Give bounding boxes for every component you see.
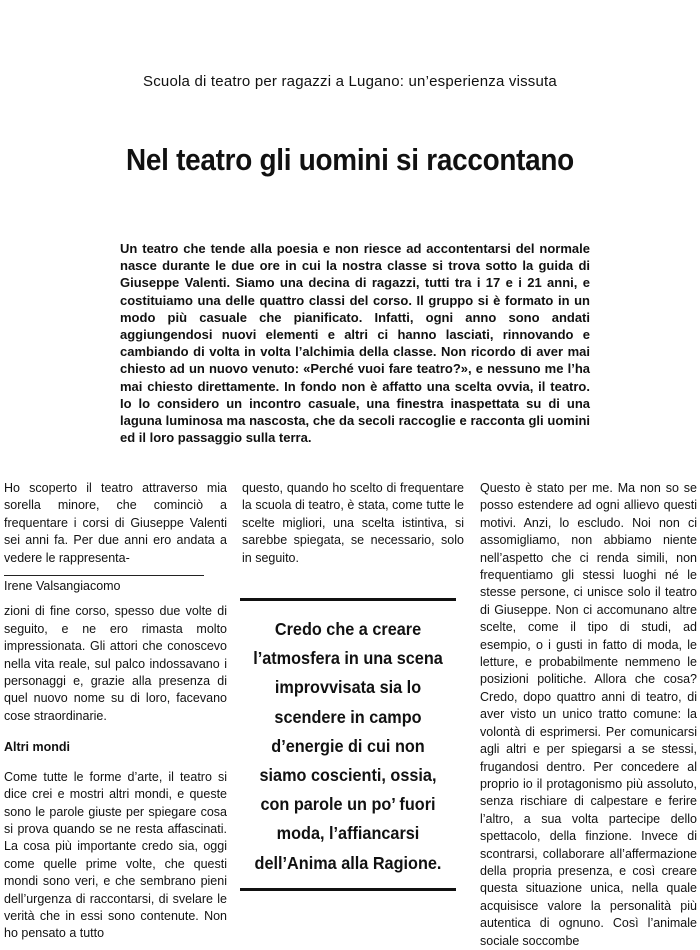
author-byline: Irene Valsangiacomo [4, 575, 204, 595]
col1-paragraph-2: zioni di fine corso, spesso due volte di seguito, e ne ero rimasta molto impressionata. Gli attori che conoscevo nella vita reale, sul palco indossavano i personaggi e, grazie alla presenza di quel nuovo nome su di loro, facevano cose straordinarie. [4, 604, 227, 723]
pull-quote-bottom-rule [240, 888, 456, 891]
pull-quote: Credo che a creare l’atmosfera in una scena improvvisata sia lo scendere in campo d’energie di cui non siamo coscienti, ossia, con parole un po’ fuori moda, l’affiancarsi dell’Anima alla Ragione. [253, 619, 443, 873]
column-1 [4, 480, 227, 943]
col3-paragraph-1: Questo è stato per me. Ma non so se posso estendere ad ogni allievo questi motivi. Anzi, lo escludo. Noi non ci assomigliamo, non abbiamo niente nell’aspetto che ci renda simili, non frequentiamo gli stessi luoghi né le stesse persone, ci unisce solo il teatro di Giuseppe. Non ci accomunano altre scelte, come il tipo di studi, ad esempio, o i gusti in fatto di moda, le letture, e probabilmente nemmeno le posizioni politiche. Allora che cosa? Credo, dopo quattro anni di teatro, di aver visto un unico tratto comune: la volontà di esprimersi. Per comunicarsi agli altri e per spiegarsi a se stessi, frugandosi dentro. Per concedere al proprio io il protagonismo più assoluto, senza rischiare di calpestare e ferire l’altro, a sua volta partecipe dello spettacolo, della finzione. Invece di scontrarsi, collaborare all’affermazione della propria presenza, e così creare questa situazione unica, nella quale acquisisce valore la personalità più autentica di ognuno. Così l’animale sociale soccombe [480, 481, 697, 948]
pull-quote-box [240, 598, 456, 891]
kicker: Scuola di teatro per ragazzi a Lugano: un’esperienza vissuta [143, 73, 557, 90]
lead-paragraph: Un teatro che tende alla poesia e non riesce ad accontentarsi del normale nasce durante le due ore in cui la nostra classe si trova sotto la guida di Giuseppe Valenti. Siamo una decina di ragazzi, tutti tra i 17 e i 21 anni, e costituiamo una delle quattro classi del corso. Il gruppo si è formato in un modo più casuale che pianificato. Infatti, ogni anno sono andati aggiungendosi nuovi elementi e altri ci hanno lasciati, rinnovando e cambiando di volta in volta l’alchimia della classe. Non ricordo di aver mai chiesto ad un nuovo venuto: «Perché vuoi fare teatro?», e nessuno me l’ha mai chiesto direttamente. In fondo non è affatto una scelta ovvia, il teatro. Io lo considero un incontro casuale, una finestra inaspettata su di una laguna luminosa ma nascosta, che da secoli raccoglie e racconta gli uomini ed il loro passaggio sulla terra. [120, 241, 590, 446]
headline: Nel teatro gli uomini si raccontano [126, 142, 574, 177]
col2-paragraph-1: questo, quando ho scelto di frequentare la scuola di teatro, è stata, come tutte le scelte migliori, una scelta istintiva, si sarebbe spiegata, se necessario, solo in seguito. [242, 481, 464, 565]
col1-paragraph-3: Come tutte le forme d’arte, il teatro si dice crei e mostri altri mondi, e queste sono le parole giuste per spiegare cosa si prova quando se ne resta affascinati. La cosa più importante credo sia, oggi come quelle prime volte, che questi mondi sono veri, e che sembrano pieni dell’urgenza di raccontarsi, di svelare le verità che in essi sono contenute. Non ho pensato a tutto [4, 769, 227, 941]
column-3 [480, 480, 697, 950]
col1-paragraph-1: Ho scoperto il teatro attraverso mia sorella minore, che cominciò a frequentare i corsi di Giuseppe Valenti sei anni fa. Per due anni ero andata a vedere le rappresenta- [4, 481, 227, 565]
section-subheading: Altri mondi [4, 740, 70, 755]
column-2 [242, 480, 464, 567]
